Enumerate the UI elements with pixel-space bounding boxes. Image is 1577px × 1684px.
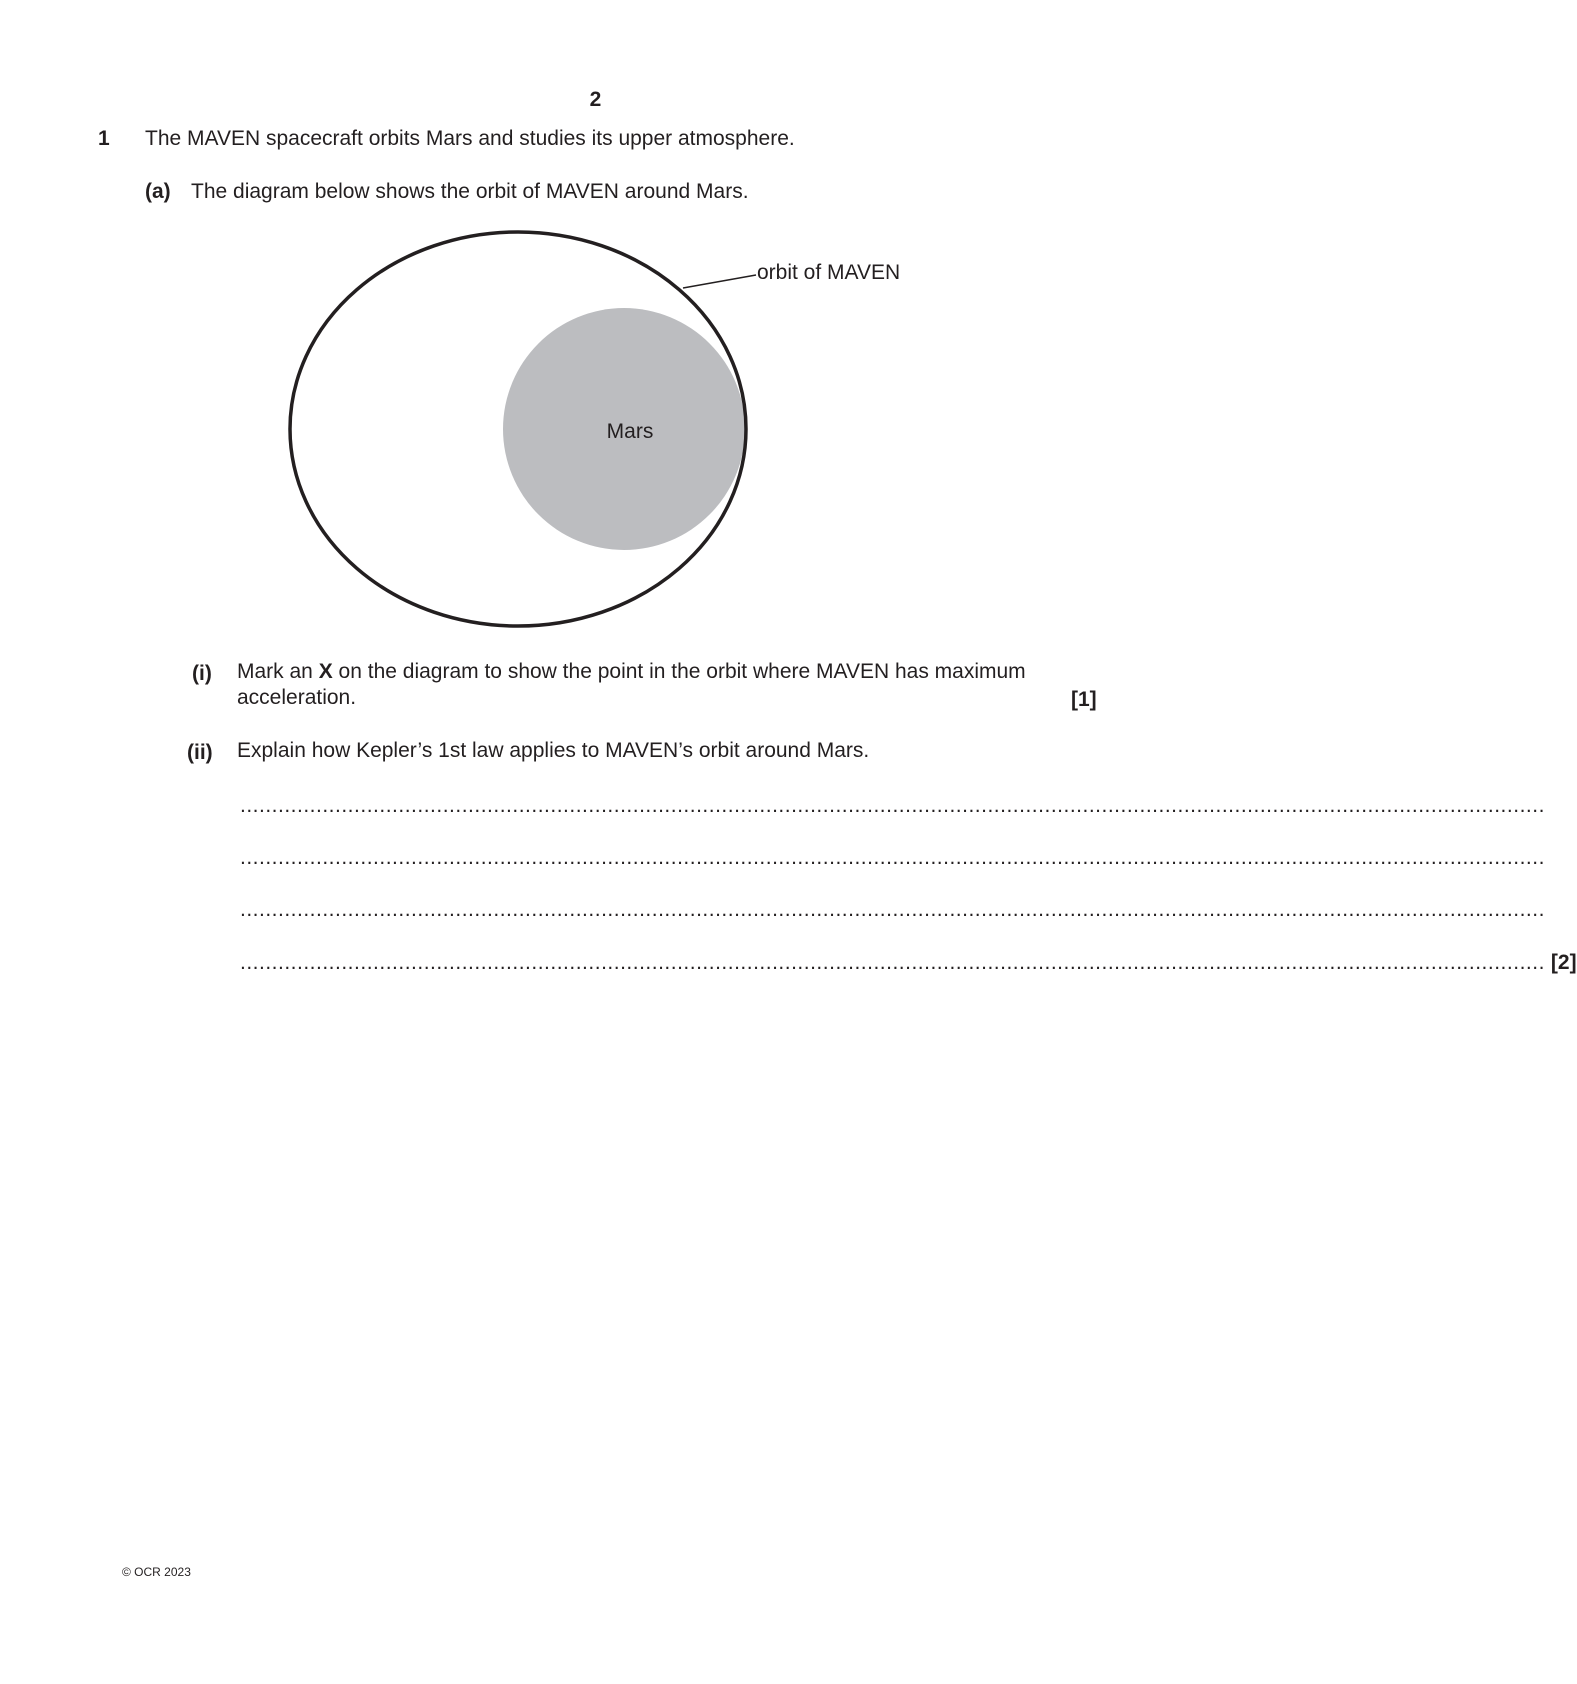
- part-i-text-after: on the diagram to show the point in the orbit where MAVEN has maximum: [332, 660, 1026, 683]
- mars-label: Mars: [606, 420, 654, 443]
- answer-dots: ..............................................................................................................................................................................................................: [240, 898, 1545, 921]
- part-i-label: (i): [192, 662, 212, 685]
- answer-dots: ..............................................................................................................................................................................................................: [240, 846, 1545, 869]
- answer-line[interactable]: [240, 950, 1577, 976]
- page-number: 2: [589, 88, 602, 111]
- part-i-text: [237, 659, 1026, 685]
- part-i-marks: [1]: [1071, 688, 1097, 711]
- part-i-text-line2: acceleration.: [237, 686, 357, 709]
- orbit-label-leader-line: [683, 275, 756, 288]
- part-ii-text: Explain how Kepler’s 1st law applies to MAVEN’s orbit around Mars.: [237, 739, 870, 762]
- copyright-footer: © OCR 2023: [122, 1565, 191, 1579]
- answer-dots: ..............................................................................................................................................................................................................: [240, 794, 1545, 817]
- question-text: The MAVEN spacecraft orbits Mars and studies its upper atmosphere.: [145, 127, 795, 150]
- answer-dots: ..............................................................................................................................................................................................................: [240, 951, 1545, 974]
- orbit-label: orbit of MAVEN: [757, 261, 901, 284]
- part-a-label: (a): [145, 180, 171, 203]
- answer-line[interactable]: [240, 897, 1545, 923]
- part-i-text-before: Mark an: [237, 660, 319, 683]
- part-i-text-bold: X: [318, 660, 333, 683]
- part-a-text: The diagram below shows the orbit of MAVEN around Mars.: [191, 180, 749, 203]
- part-ii-label: (ii): [187, 741, 213, 764]
- answer-line[interactable]: [240, 845, 1545, 871]
- orbit-diagram[interactable]: [0, 0, 1191, 660]
- answer-line[interactable]: [240, 793, 1545, 819]
- question-number: 1: [98, 127, 110, 150]
- part-ii-marks: [2]: [1550, 951, 1577, 974]
